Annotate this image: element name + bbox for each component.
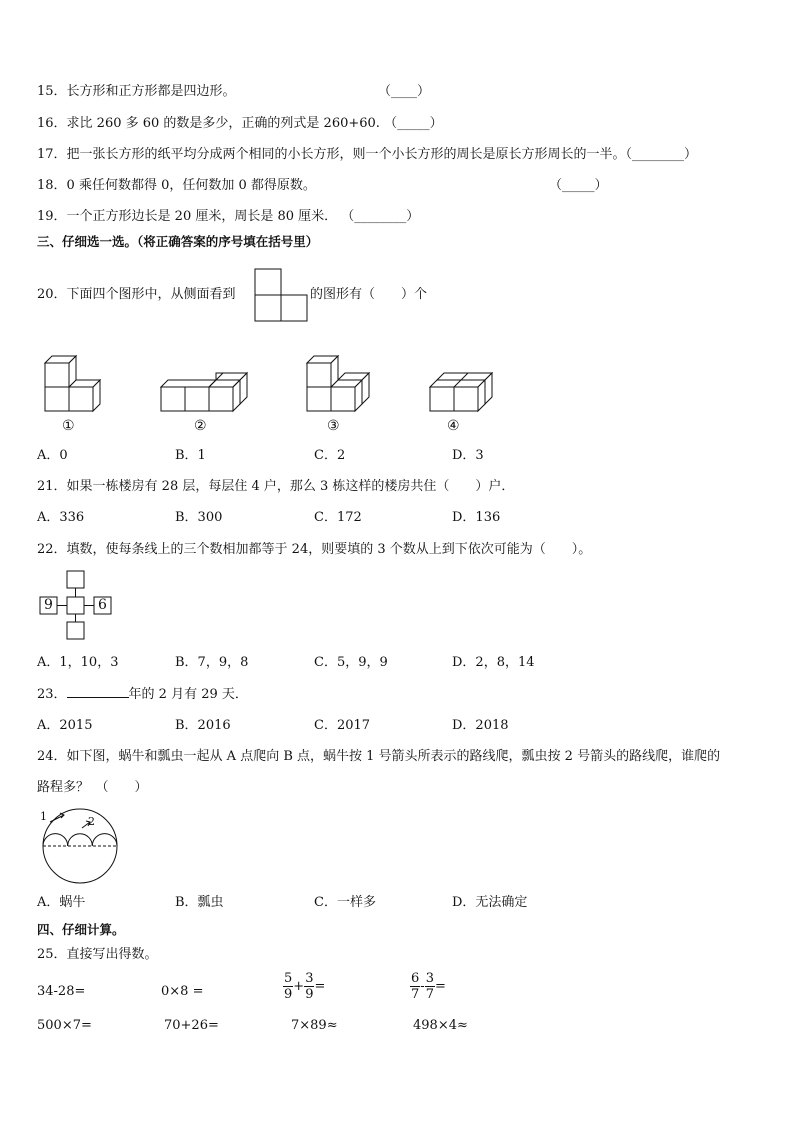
cube-figure-2: [160, 370, 250, 415]
question-25: 25．直接写出得数。: [37, 947, 158, 962]
calc-item: 70+26=: [164, 1018, 219, 1033]
section-title: 三、仔细选一选。（将正确答案的序号填在括号里）: [37, 234, 319, 249]
section-title: 四、仔细计算。: [37, 922, 125, 937]
figure-label-1: ①: [62, 418, 75, 434]
option-d: D．3: [452, 448, 484, 463]
question-24-line1: 24．如下图，蜗牛和瓢虫一起从 A 点爬向 B 点，蜗牛按 1 号箭头所表示的路线爬，瓢虫按 2 号箭头的路线爬，谁爬的: [37, 749, 721, 764]
question-20-pre: 20．下面四个图形中，从侧面看到: [37, 287, 236, 302]
option-d: D．2，8，14: [452, 655, 535, 670]
calc-item: 0×8 =: [161, 984, 204, 999]
answer-paren: （_____）: [549, 178, 608, 193]
answer-blank: [67, 685, 129, 698]
question-text: 16．求比 260 多 60 的数是多少，正确的列式是 260+60.: [37, 116, 380, 131]
path-label-2: 2: [88, 815, 95, 828]
option-b: B．1: [175, 448, 206, 463]
question-text: 15．长方形和正方形都是四边形。: [37, 84, 236, 99]
figure-label-3: ③: [327, 418, 340, 434]
calc-item: 7×89≈: [291, 1018, 338, 1033]
calc-item: 500×7=: [37, 1018, 92, 1033]
question-text: 19．一个正方形边长是 20 厘米，周长是 80 厘米．: [37, 209, 338, 224]
figure-label-4: ④: [447, 418, 460, 434]
question-number: 23．: [37, 687, 67, 702]
option-b: B．300: [175, 510, 223, 525]
cube-figure-3: [306, 355, 372, 415]
question-17: [37, 146, 697, 164]
question-18: [37, 177, 316, 195]
figure-label-2: ②: [194, 418, 207, 434]
question-21: 21．如果一栋楼房有 28 层，每层住 4 户，那么 3 栋这样的楼房共住（ ）户．: [37, 479, 515, 494]
cube-figure-1: [44, 355, 104, 415]
side-view-figure: [254, 268, 310, 323]
option-c: C．一样多: [314, 895, 376, 910]
option-c: C．172: [314, 510, 362, 525]
path-label-1: 1: [40, 810, 47, 823]
option-a: A．0: [37, 448, 68, 463]
circle-path-figure: [40, 806, 122, 884]
question-15: [37, 83, 236, 101]
question-text: 年的 2 月有 29 天．: [128, 687, 248, 702]
question-20-post: 的图形有（ ）个: [310, 287, 428, 302]
answer-paren: （_____）: [384, 116, 443, 131]
option-b: B．7，9，8: [175, 655, 249, 670]
option-a: A．1，10，3: [37, 655, 119, 670]
option-c: C．2: [314, 448, 346, 463]
option-c: C．5，9，9: [314, 655, 388, 670]
question-19: [37, 208, 419, 226]
right-number: 6: [98, 597, 107, 613]
option-c: C．2017: [314, 718, 371, 733]
option-d: D．无法确定: [452, 895, 528, 910]
fraction-difference: $\frac{6}{7}$ - $\frac{3}{7}$ =: [411, 971, 446, 1002]
fraction: $\frac{3}{7}$: [425, 971, 434, 1002]
calc-item: 498×4≈: [413, 1018, 468, 1033]
question-16: [37, 115, 443, 133]
fraction-sum: $\frac{5}{9}$ + $\frac{3}{9}$ =: [284, 971, 326, 1002]
option-a: A．蜗牛: [37, 895, 86, 910]
option-b: B．瓢虫: [175, 895, 224, 910]
option-a: A．2015: [37, 718, 93, 733]
fraction: $\frac{3}{9}$: [305, 971, 314, 1002]
cube-figure-4: [429, 372, 495, 414]
answer-paren: （________）: [625, 147, 698, 162]
answer-paren: （____）: [378, 84, 431, 99]
option-d: D．2018: [452, 718, 509, 733]
option-d: D．136: [452, 510, 501, 525]
question-24-line2: 路程多？ （ ）: [37, 780, 148, 795]
fraction: $\frac{6}{7}$: [411, 971, 420, 1002]
calc-item: 34-28=: [37, 984, 86, 999]
answer-paren: （________）: [341, 209, 420, 224]
question-text: 17．把一张长方形的纸平均分成两个相同的小长方形，则一个小长方形的周长是原长方形周长的一半。: [37, 147, 626, 162]
left-number: 9: [44, 597, 53, 613]
question-23: [37, 685, 248, 704]
fraction: $\frac{5}{9}$: [284, 971, 293, 1002]
option-b: B．2016: [175, 718, 231, 733]
question-22: 22．填数，使每条线上的三个数相加都等于 24，则要填的 3 个数从上到下依次可能为（ ）。: [37, 542, 592, 557]
question-text: 18．0 乘任何数都得 0，任何数加 0 都得原数。: [37, 178, 316, 193]
option-a: A．336: [37, 510, 85, 525]
